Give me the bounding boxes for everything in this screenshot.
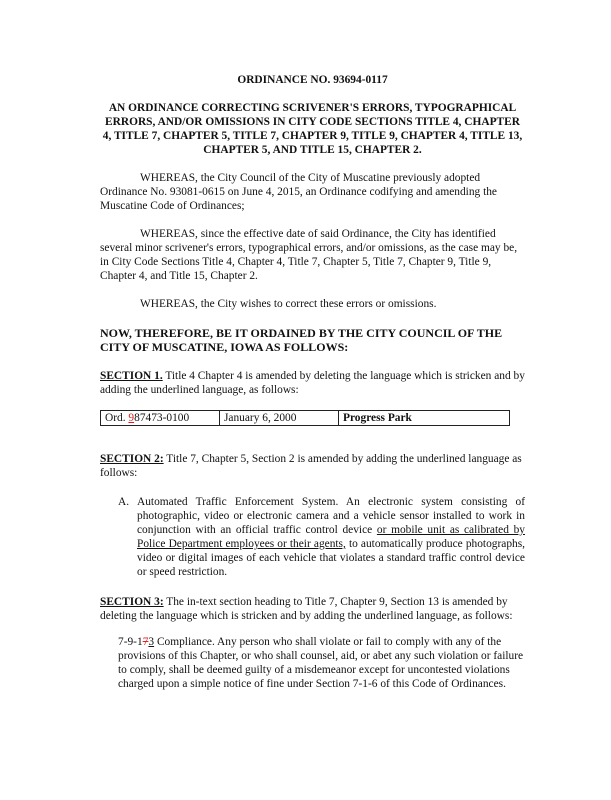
ordained-clause: NOW, THEREFORE, BE IT ORDAINED BY THE CITY COUNCIL OF THE CITY OF MUSCATINE, IOWA AS FOLLOWS: (100, 326, 503, 354)
item-text: to automatically produce photographs, video or digital images of each vehicle that violates a standard traffic control device or speed restriction. (137, 538, 526, 578)
ordinance-table (100, 410, 525, 426)
whereas-1: WHEREAS, the City Council of the City of Muscatine previously adopted Ordinance No. 93081-0615 on June 4, 2015, an Ordinance codifying and amending the Muscatine Code of Ordinances; (100, 172, 497, 212)
section-2-item-a (137, 495, 525, 579)
table-cell-ord (101, 411, 220, 426)
table-cell-date: January 6, 2000 (220, 411, 339, 426)
cell-text: Ord. (105, 412, 129, 424)
section-3-body (118, 635, 525, 691)
section-3 (100, 595, 525, 623)
section-3-body-text: Compliance. Any person who shall violate or fail to comply with any of the provisions of this Chapter, or who shall counsel, aid, or abet any such violation or failure to comply, shall be deemed guilty of a misdemeanor except for uncontested violations charged upon a simple notice of fine under Section 7-1-6 of this Code of Ordinances. (118, 636, 524, 690)
section-2-label: SECTION 2: (100, 453, 164, 465)
section-number: 7-9-1 (118, 636, 143, 648)
section-3-text: The in-text section heading to Title 7, Chapter 9, Section 13 is amended by deleting the language which is stricken and by adding the underlined language, as follows: (100, 596, 513, 622)
added-digit: 3 (148, 636, 155, 648)
ordinance-subtitle: AN ORDINANCE CORRECTING SCRIVENER'S ERRORS, TYPOGRAPHICAL ERRORS, AND/OR OMISSIONS IN CITY CODE SECTIONS TITLE 4, CHAPTER 4, TITLE 7, CHAPTER 5, TITLE 7, CHAPTER 9, TITLE 9, CHAPTER 4, TITLE 13, CHAPTER 5, AND TITLE 15, CHAPTER 2. (102, 102, 523, 156)
section-2 (100, 452, 525, 480)
stricken-digit: 7 (142, 636, 149, 648)
cell-text: 87473-0100 (134, 412, 190, 424)
section-1 (100, 369, 525, 397)
table-cell-name: Progress Park (339, 411, 510, 426)
whereas-3: WHEREAS, the City wishes to correct these errors or omissions. (140, 298, 437, 310)
item-text: Automated Traffic Enforcement System. An electronic system consisting of photographic, video or electronic camera and a vehicle sensor installed to work in conjunction with an official traffic control device (137, 496, 525, 536)
cell-red-digit: 9 (128, 412, 135, 424)
table-row (101, 411, 510, 426)
section-2-text: Title 7, Chapter 5, Section 2 is amended by adding the underlined language as follows: (100, 453, 522, 479)
ordinance-title: ORDINANCE NO. 93694-0117 (237, 74, 388, 86)
section-1-label: SECTION 1. (100, 370, 163, 382)
section-3-label: SECTION 3: (100, 596, 164, 608)
item-letter: A. (118, 496, 130, 508)
item-added-text: or mobile unit as calibrated by Police Department employees or their agents, (137, 524, 525, 550)
section-1-text: Title 4 Chapter 4 is amended by deleting the language which is stricken and by adding the underlined language, as follows: (100, 370, 525, 396)
whereas-2: WHEREAS, since the effective date of said Ordinance, the City has identified several minor scrivener's errors, typographical errors, and/or omissions, as the case may be, in City Code Sections Title 4, Chapter 4, Title 7, Chapter 5, Title 7, Chapter 9, Title 9, Chapter 4, and Title 15, Chapter 2. (100, 228, 518, 282)
